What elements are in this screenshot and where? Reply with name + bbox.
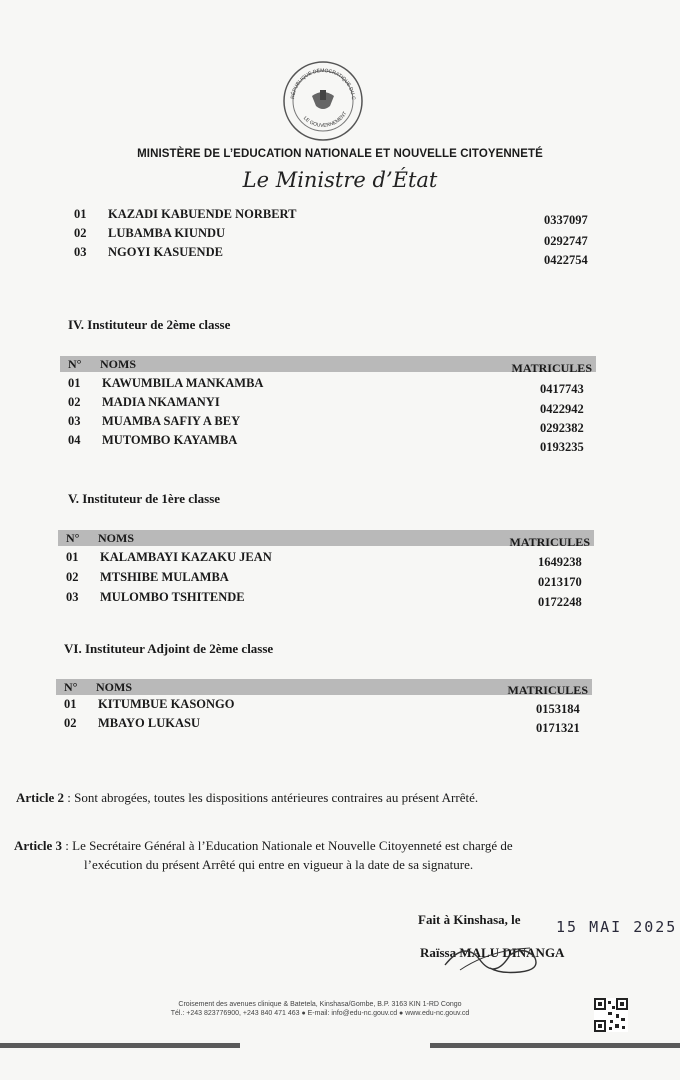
article-2-text: : Sont abrogées, toutes les dispositions antérieures contraires au présent Arrêté. bbox=[64, 790, 479, 805]
row-number: 01 bbox=[74, 207, 87, 221]
qr-code bbox=[594, 998, 628, 1032]
minister-title: Le Ministre d’État bbox=[242, 168, 438, 192]
row-matricule: 0417743 bbox=[540, 382, 584, 396]
row-number: 02 bbox=[68, 395, 81, 409]
row-number: 01 bbox=[68, 376, 81, 390]
signatory-name: Raïssa MALU DINANGA bbox=[420, 945, 565, 960]
list-item bbox=[74, 207, 604, 225]
row-name: KALAMBAYI KAZAKU JEAN bbox=[100, 550, 272, 564]
header-num: N° bbox=[64, 680, 78, 694]
header-matricules: MATRICULES bbox=[511, 361, 592, 375]
row-matricule: 0172248 bbox=[538, 595, 582, 609]
article-2-label: Article 2 bbox=[16, 790, 65, 805]
row-matricule: 0337097 bbox=[544, 213, 588, 227]
row-name: KAWUMBILA MANKAMBA bbox=[102, 376, 264, 390]
footer-line-1: Croisement des avenues clinique & Batetela, Kinshasa/Gombe, B.P. 3163 KIN 1-RD Congo bbox=[178, 1001, 462, 1008]
row-name: MULOMBO TSHITENDE bbox=[100, 590, 245, 604]
header-num: N° bbox=[68, 357, 82, 371]
row-name: MUTOMBO KAYAMBA bbox=[102, 433, 238, 447]
article-3 bbox=[14, 836, 634, 874]
date-stamp: 15 MAI 2025 bbox=[556, 918, 678, 936]
row-matricule: 0213170 bbox=[538, 575, 582, 589]
table-header bbox=[56, 679, 592, 695]
row-name: NGOYI KASUENDE bbox=[108, 245, 223, 259]
signature-place: Fait à Kinshasa, le bbox=[418, 912, 521, 927]
table-row bbox=[68, 414, 596, 435]
table-row bbox=[66, 550, 594, 568]
header-noms: NOMS bbox=[96, 680, 132, 694]
row-number: 02 bbox=[74, 226, 87, 240]
row-number: 01 bbox=[66, 550, 79, 564]
row-number: 03 bbox=[68, 414, 81, 428]
row-name: MBAYO LUKASU bbox=[98, 716, 200, 730]
svg-text:RÉPUBLIQUE DÉMOCRATIQUE DU CON: RÉPUBLIQUE DÉMOCRATIQUE DU C bbox=[290, 67, 357, 101]
row-matricule: 0422754 bbox=[544, 253, 588, 267]
table-row bbox=[68, 395, 596, 416]
table-header bbox=[60, 356, 596, 375]
table-row bbox=[68, 433, 596, 454]
row-number: 04 bbox=[68, 433, 81, 447]
table-row bbox=[66, 590, 594, 608]
handwritten-signature bbox=[440, 930, 550, 980]
section-title: VI. Instituteur Adjoint de 2ème classe bbox=[64, 641, 274, 656]
row-name: KAZADI KABUENDE NORBERT bbox=[108, 207, 297, 221]
row-number: 01 bbox=[64, 697, 77, 711]
article-3-label: Article 3 bbox=[14, 838, 63, 853]
row-matricule: 0422942 bbox=[540, 402, 584, 416]
section-title: IV. Instituteur de 2ème classe bbox=[68, 317, 231, 332]
section-title: V. Instituteur de 1ère classe bbox=[68, 491, 221, 506]
article-2 bbox=[16, 788, 616, 807]
row-matricule: 0193235 bbox=[540, 440, 584, 454]
ministry-name: MINISTÈRE DE L’EDUCATION NATIONALE ET NOUVELLE CITOYENNETÉ bbox=[137, 148, 543, 160]
row-name: MADIA NKAMANYI bbox=[102, 395, 220, 409]
row-matricule: 0292747 bbox=[544, 234, 588, 248]
row-matricule: 0153184 bbox=[536, 702, 580, 716]
footer-rule-left bbox=[0, 1043, 240, 1048]
header-noms: NOMS bbox=[100, 357, 136, 371]
header-noms: NOMS bbox=[98, 531, 134, 545]
row-number: 02 bbox=[64, 716, 77, 730]
list-item bbox=[74, 245, 604, 267]
table-row bbox=[68, 376, 596, 394]
footer-rule-right bbox=[430, 1043, 680, 1048]
footer-address bbox=[120, 1000, 520, 1018]
header-matricules: MATRICULES bbox=[509, 535, 590, 549]
table-row bbox=[64, 697, 592, 715]
row-matricule: 1649238 bbox=[538, 555, 582, 569]
row-number: 03 bbox=[74, 245, 87, 259]
header-num: N° bbox=[66, 531, 80, 545]
row-name: LUBAMBA KIUNDU bbox=[108, 226, 226, 240]
header-matricules: MATRICULES bbox=[507, 683, 588, 697]
article-3-line1: : Le Secrétaire Général à l’Education Nationale et Nouvelle Citoyenneté est chargé de bbox=[62, 838, 513, 853]
row-name: MTSHIBE MULAMBA bbox=[100, 570, 229, 584]
row-matricule: 0292382 bbox=[540, 421, 584, 435]
svg-text:LE GOUVERNEMENT: LE GOUVERNEMENT bbox=[301, 110, 349, 129]
row-number: 03 bbox=[66, 590, 79, 604]
government-seal bbox=[282, 60, 364, 142]
footer-line-2: Tél.: +243 823776900, +243 840 471 463 ● E-mail: info@edu-nc.gouv.cd ● www.edu-nc.gouv.cd bbox=[170, 1010, 470, 1017]
row-number: 02 bbox=[66, 570, 79, 584]
list-item bbox=[74, 226, 604, 248]
row-name: MUAMBA SAFIY A BEY bbox=[102, 414, 241, 428]
table-row bbox=[66, 570, 594, 588]
row-name: KITUMBUE KASONGO bbox=[98, 697, 235, 711]
article-3-line2: l’exécution du présent Arrêté qui entre en vigueur à la date de sa signature. bbox=[84, 857, 474, 872]
row-matricule: 0171321 bbox=[536, 721, 580, 735]
table-row bbox=[64, 716, 592, 734]
table-header bbox=[58, 530, 594, 549]
